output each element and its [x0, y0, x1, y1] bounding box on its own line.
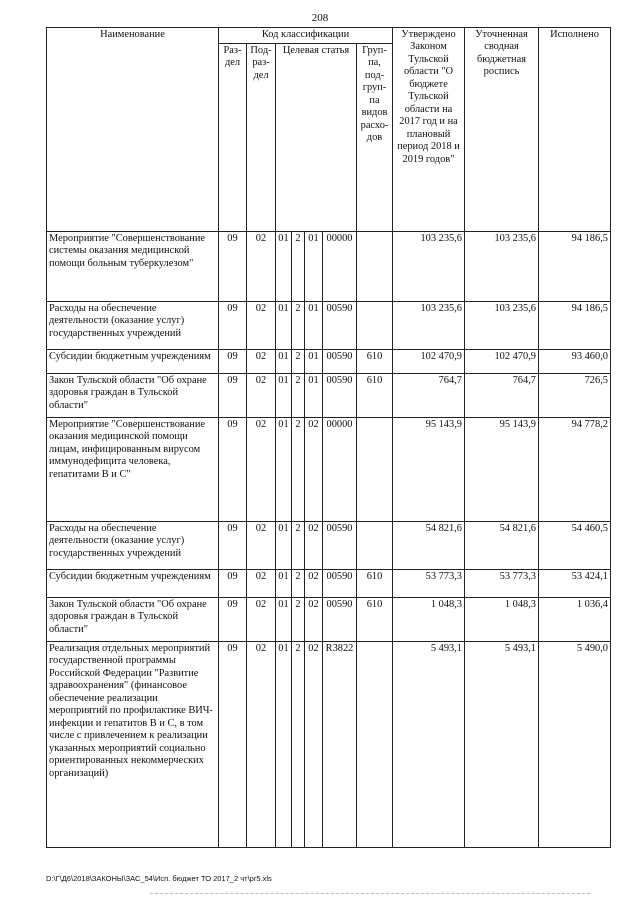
table-row [47, 418, 611, 522]
header-executed: Исполнено [539, 28, 611, 232]
cell-cs4: R3822 [323, 642, 357, 848]
cell-cs3: 02 [305, 522, 323, 570]
file-path-footer: D:\Г\Д6\2018\ЗАКОНЫ\ЗАС_54\Исп. бюджет ТО 2017_2 чт\pr5.xls [46, 874, 272, 883]
cell-cs2: 2 [292, 598, 305, 642]
table-row [47, 232, 611, 302]
table-row [47, 350, 611, 374]
cell-name: Расходы на обеспечение деятельности (оказание услуг) государственных учреждений [47, 302, 219, 350]
cell-name: Расходы на обеспечение деятельности (оказание услуг) государственных учреждений [47, 522, 219, 570]
table-row [47, 374, 611, 418]
cell-executed: 53 424,1 [539, 570, 611, 598]
cell-pr: 02 [247, 350, 276, 374]
cell-cs2: 2 [292, 350, 305, 374]
cell-cs1: 01 [276, 522, 292, 570]
cell-executed: 5 490,0 [539, 642, 611, 848]
cell-rz: 09 [219, 570, 247, 598]
cell-cs4: 00590 [323, 522, 357, 570]
cell-cs1: 01 [276, 350, 292, 374]
cell-vr [357, 522, 393, 570]
cell-cs3: 02 [305, 418, 323, 522]
cell-cs4: 00000 [323, 232, 357, 302]
budget-table [46, 27, 611, 848]
cell-cs4: 00590 [323, 374, 357, 418]
cell-refined: 54 821,6 [465, 522, 539, 570]
cell-rz: 09 [219, 418, 247, 522]
cell-cs2: 2 [292, 522, 305, 570]
header-name: Наименование [47, 28, 219, 232]
header-subsection: Под-раз-дел [247, 44, 276, 232]
cell-refined: 5 493,1 [465, 642, 539, 848]
cell-refined: 103 235,6 [465, 232, 539, 302]
cell-cs4: 00000 [323, 418, 357, 522]
cell-refined: 102 470,9 [465, 350, 539, 374]
cell-name: Мероприятие "Совершенствование оказания медицинской помощи лицам, инфицированным вирусом иммунодефицита человека, гепатитами В и С" [47, 418, 219, 522]
cell-vr: 610 [357, 598, 393, 642]
cell-vr [357, 418, 393, 522]
cell-cs3: 02 [305, 598, 323, 642]
cell-approved: 54 821,6 [393, 522, 465, 570]
cell-pr: 02 [247, 302, 276, 350]
cell-vr [357, 302, 393, 350]
cell-pr: 02 [247, 522, 276, 570]
cell-approved: 95 143,9 [393, 418, 465, 522]
cell-cs1: 01 [276, 374, 292, 418]
cell-refined: 95 143,9 [465, 418, 539, 522]
cell-executed: 1 036,4 [539, 598, 611, 642]
cell-cs1: 01 [276, 302, 292, 350]
cell-cs1: 01 [276, 418, 292, 522]
cell-vr [357, 232, 393, 302]
cell-approved: 103 235,6 [393, 302, 465, 350]
cell-cs3: 02 [305, 570, 323, 598]
cell-rz: 09 [219, 642, 247, 848]
table-body [47, 232, 611, 848]
cell-name: Закон Тульской области "Об охране здоровья граждан в Тульской области" [47, 598, 219, 642]
header-expense-group: Груп-па, под-груп-па видов расхо-дов [357, 44, 393, 232]
cell-cs3: 01 [305, 374, 323, 418]
cell-cs3: 01 [305, 350, 323, 374]
cell-cs2: 2 [292, 570, 305, 598]
cell-approved: 103 235,6 [393, 232, 465, 302]
cell-pr: 02 [247, 598, 276, 642]
cell-cs1: 01 [276, 598, 292, 642]
header-code-group: Код классификации [219, 28, 393, 44]
cell-cs4: 00590 [323, 570, 357, 598]
cell-executed: 94 186,5 [539, 302, 611, 350]
table-row [47, 302, 611, 350]
cell-cs1: 01 [276, 570, 292, 598]
cell-rz: 09 [219, 302, 247, 350]
cell-rz: 09 [219, 350, 247, 374]
cell-cs2: 2 [292, 374, 305, 418]
cell-cs3: 01 [305, 302, 323, 350]
scan-artifact-line [150, 893, 590, 894]
header-refined: Уточненная сводная бюджетная роспись [465, 28, 539, 232]
cell-rz: 09 [219, 522, 247, 570]
cell-approved: 5 493,1 [393, 642, 465, 848]
table-row [47, 522, 611, 570]
cell-refined: 103 235,6 [465, 302, 539, 350]
cell-cs2: 2 [292, 302, 305, 350]
cell-pr: 02 [247, 232, 276, 302]
cell-approved: 764,7 [393, 374, 465, 418]
cell-approved: 53 773,3 [393, 570, 465, 598]
cell-pr: 02 [247, 642, 276, 848]
page-number: 208 [311, 12, 329, 24]
table-row [47, 570, 611, 598]
cell-refined: 53 773,3 [465, 570, 539, 598]
cell-refined: 1 048,3 [465, 598, 539, 642]
table-row [47, 642, 611, 848]
cell-cs1: 01 [276, 232, 292, 302]
cell-executed: 93 460,0 [539, 350, 611, 374]
cell-executed: 94 186,5 [539, 232, 611, 302]
cell-name: Мероприятие "Совершенствование системы оказания медицинской помощи больным туберкулезом" [47, 232, 219, 302]
cell-cs4: 00590 [323, 302, 357, 350]
header-approved: Утверждено Законом Тульской области "О бюджете Тульской области на 2017 год и на плановый период 2018 и 2019 годов" [393, 28, 465, 232]
cell-refined: 764,7 [465, 374, 539, 418]
cell-name: Закон Тульской области "Об охране здоровья граждан в Тульской области" [47, 374, 219, 418]
cell-pr: 02 [247, 374, 276, 418]
cell-executed: 94 778,2 [539, 418, 611, 522]
cell-cs4: 00590 [323, 350, 357, 374]
cell-approved: 102 470,9 [393, 350, 465, 374]
cell-name: Субсидии бюджетным учреждениям [47, 350, 219, 374]
cell-cs1: 01 [276, 642, 292, 848]
cell-cs4: 00590 [323, 598, 357, 642]
cell-rz: 09 [219, 598, 247, 642]
cell-name: Субсидии бюджетным учреждениям [47, 570, 219, 598]
header-section: Раз-дел [219, 44, 247, 232]
cell-rz: 09 [219, 232, 247, 302]
cell-cs2: 2 [292, 418, 305, 522]
cell-executed: 54 460,5 [539, 522, 611, 570]
cell-pr: 02 [247, 418, 276, 522]
header-target-item: Целевая статья [276, 44, 357, 232]
cell-cs3: 01 [305, 232, 323, 302]
table-row [47, 598, 611, 642]
cell-cs3: 02 [305, 642, 323, 848]
cell-vr [357, 642, 393, 848]
cell-cs2: 2 [292, 642, 305, 848]
cell-pr: 02 [247, 570, 276, 598]
cell-cs2: 2 [292, 232, 305, 302]
cell-vr: 610 [357, 350, 393, 374]
cell-vr: 610 [357, 570, 393, 598]
cell-executed: 726,5 [539, 374, 611, 418]
cell-vr: 610 [357, 374, 393, 418]
cell-rz: 09 [219, 374, 247, 418]
cell-name: Реализация отдельных мероприятий государственной программы Российской Федерации "Развитие здравоохранения" (финансовое обеспечение реализации мероприятий по профилактике ВИЧ-инфекции и гепатитов В и С, в том числе с привлечением к реализации указанных мероприятий социально ориентированных некоммерческих организаций) [47, 642, 219, 848]
cell-approved: 1 048,3 [393, 598, 465, 642]
